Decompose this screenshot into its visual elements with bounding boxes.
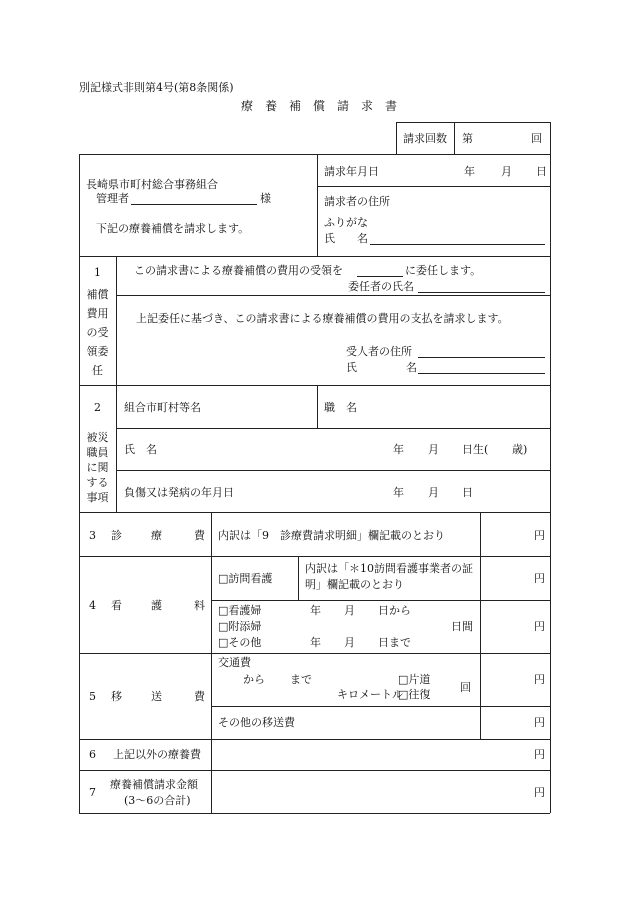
form-title: 療 養 補 償 請 求 書: [241, 99, 398, 113]
recipient-name-line[interactable]: [418, 361, 545, 374]
medical-fee-yen: 円: [534, 529, 545, 542]
section1-label-1: 補償: [86, 288, 109, 301]
form-reference: 別記様式非則第4号(第8条関係): [79, 81, 234, 94]
section1-label-2: 費用: [86, 307, 109, 320]
recipient-address-label: 受人者の住所: [346, 345, 412, 358]
period-days: 日間: [451, 620, 473, 633]
org-label: 組合市町村等名: [124, 401, 201, 414]
other-transport-yen: 円: [534, 716, 545, 729]
period-to-nen: 年: [310, 636, 321, 649]
section6-label: 上記以外の療養費: [113, 748, 201, 761]
period-to-tsuki: 月: [344, 636, 355, 649]
delegatee-line[interactable]: [357, 264, 403, 277]
injury-nen: 年: [393, 486, 404, 499]
section2-label-2: 職員: [86, 446, 109, 459]
visit-nursing-detail-2: 明」欄記載のとおり: [305, 578, 404, 591]
transport-km: キロメートル: [337, 688, 403, 701]
section7-number: 7: [89, 786, 96, 799]
section2-label-3: に関: [86, 461, 109, 474]
one-way-checkbox[interactable]: □片道: [398, 673, 431, 686]
section5-number: 5: [89, 690, 96, 703]
dob-hi: 日生(: [462, 443, 489, 456]
claimant-name-line[interactable]: [370, 232, 545, 245]
section1-label-4: 領委: [86, 345, 109, 358]
section5-label-1: 移: [111, 690, 122, 703]
period-from-nen: 年: [310, 604, 321, 617]
injury-hi: 日: [462, 486, 473, 499]
section7-yen: 円: [534, 786, 545, 799]
section3-number: 3: [89, 529, 96, 542]
section5-label-2: 送: [151, 690, 162, 703]
transport-yen: 円: [534, 673, 545, 686]
employee-name-label: 氏 名: [124, 443, 157, 456]
transport-label: 交通費: [218, 656, 251, 669]
addressee-sama: 様: [260, 192, 271, 205]
section2-number: 2: [94, 401, 101, 414]
section2-label-5: 事項: [86, 491, 109, 504]
delegator-name-label: 委任者の氏名: [348, 280, 414, 293]
section5-label-3: 費: [194, 690, 205, 703]
claimant-furigana-label: ふりがな: [324, 216, 368, 229]
dob-tsuki: 月: [428, 443, 439, 456]
injury-date-label: 負傷又は発病の年月日: [124, 486, 234, 499]
claim-count-label: 請求回数: [403, 132, 447, 145]
period-from-hi: 日から: [378, 604, 411, 617]
section4-label-1: 看: [111, 599, 122, 612]
transport-to: まで: [290, 673, 312, 686]
section4-number: 4: [89, 599, 96, 612]
nursing-yen: 円: [534, 620, 545, 633]
round-trip-checkbox[interactable]: □往復: [398, 688, 431, 701]
claim-date-label: 請求年月日: [324, 165, 379, 178]
visit-nursing-detail-1: 内訳は「＊10訪問看護事業者の証: [305, 562, 473, 575]
section3-label-1: 診: [111, 529, 122, 542]
dob-nen: 年: [393, 443, 404, 456]
delegation-text-prefix: この請求書による療養補償の費用の受領を: [134, 264, 343, 277]
claim-date-tsuki: 月: [501, 165, 512, 178]
visit-nursing-yen: 円: [534, 572, 545, 585]
claim-date-nen: 年: [464, 165, 475, 178]
claimant-name-label: 氏 名: [324, 232, 368, 245]
section3-label-2: 療: [151, 529, 162, 542]
section4-label-2: 護: [151, 599, 162, 612]
recipient-name-mei: 名: [406, 361, 417, 374]
claimant-address-label: 請求者の住所: [324, 195, 390, 208]
admin-name-line[interactable]: [131, 192, 257, 205]
addressee-admin-label: 管理者: [96, 192, 129, 205]
section4-label-3: 料: [194, 599, 205, 612]
period-to-hi: 日まで: [378, 636, 411, 649]
medical-fee-detail: 内訳は「9 診療費請求明細」欄記載のとおり: [218, 529, 445, 542]
section3-label-3: 費: [194, 529, 205, 542]
claim-date-hi: 日: [536, 165, 547, 178]
transport-from: から: [243, 673, 265, 686]
request-text: 下記の療養補償を請求します。: [96, 222, 250, 235]
section1-number: 1: [94, 266, 101, 279]
delegation-request-text: 上記委任に基づき、この請求書による療養補償の費用の支払を請求します。: [136, 312, 509, 325]
period-from-tsuki: 月: [344, 604, 355, 617]
addressee-org: 長崎県市町村総合事務組合: [86, 178, 218, 191]
section7-label-2: (3～6の合計): [124, 794, 191, 807]
visit-nursing-checkbox[interactable]: □訪問看護: [218, 572, 273, 585]
position-label: 職 名: [324, 401, 357, 414]
other-transport-label: その他の移送費: [218, 716, 295, 729]
recipient-address-line[interactable]: [418, 345, 545, 358]
section2-label-4: する: [86, 476, 109, 489]
other-nursing-checkbox[interactable]: □その他: [218, 636, 262, 649]
claim-count-dai: 第: [462, 132, 473, 145]
dob-sai: 歳): [512, 443, 528, 456]
attendant-checkbox[interactable]: □附添婦: [218, 620, 262, 633]
transport-times: 回: [460, 681, 471, 694]
section1-label-3: の受: [86, 326, 109, 339]
delegation-text-suffix: に委任します。: [405, 264, 482, 277]
recipient-name-shi: 氏: [346, 361, 357, 374]
section6-yen: 円: [534, 748, 545, 761]
section6-number: 6: [89, 748, 96, 761]
nurse-checkbox[interactable]: □看護婦: [218, 604, 262, 617]
section2-label-1: 被災: [86, 431, 109, 444]
section7-label-1: 療養補償請求金額: [110, 778, 198, 791]
delegator-name-line[interactable]: [418, 280, 545, 293]
injury-tsuki: 月: [428, 486, 439, 499]
claim-count-kai: 回: [531, 132, 542, 145]
section1-label-5: 任: [92, 364, 103, 377]
